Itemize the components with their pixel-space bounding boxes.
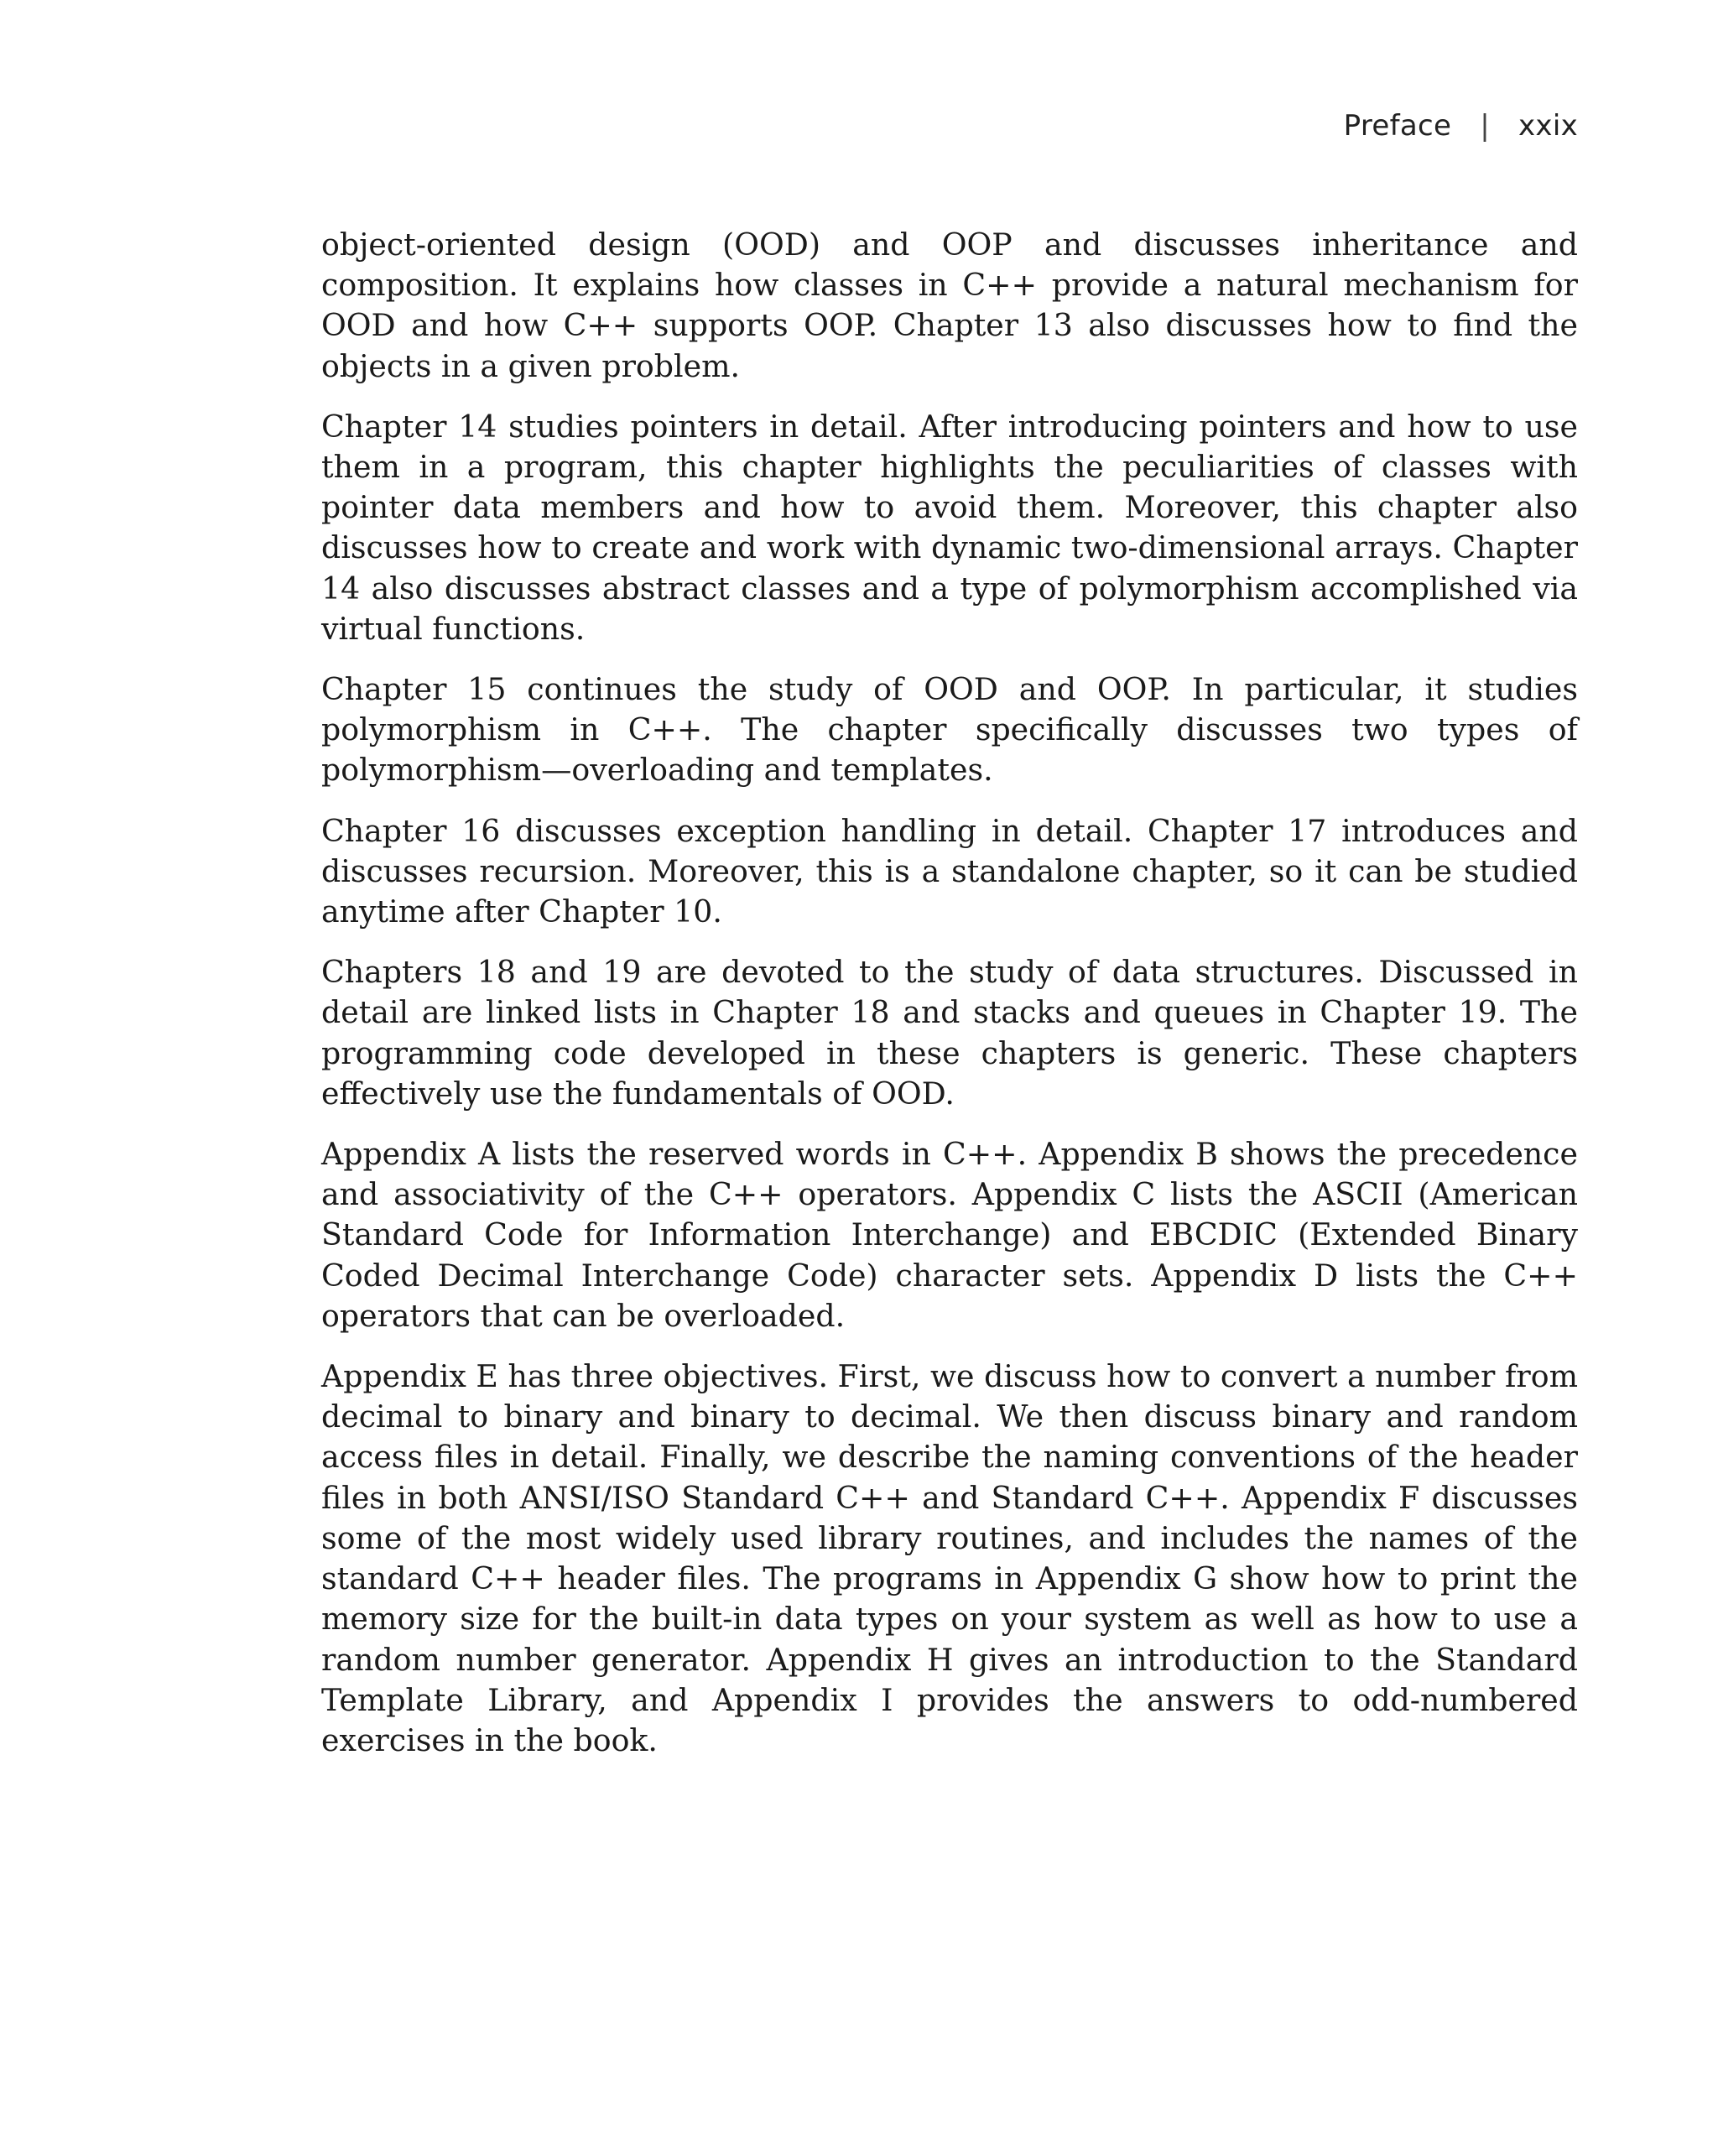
paragraph-chapters-16-17: Chapter 16 discusses exception handling in detail. Chapter 17 introduces and discusses recursion. Moreover, this is a standalone chapter, so it can be studied anytime after Chapter 10. <box>321 812 1578 930</box>
body-text <box>321 225 1578 1781</box>
paragraph-chapter-15: Chapter 15 continues the study of OOD and OOP. In particular, it studies polymorphism in C++. The chapter specifically discusses two types of polymorphism—overloading and templates. <box>321 671 1578 789</box>
running-header <box>1344 109 1578 143</box>
section-title: Preface <box>1343 109 1452 143</box>
paragraph-chapters-18-19: Chapters 18 and 19 are devoted to the study of data structures. Discussed in detail are linked lists in Chapter 18 and stacks and queues in Chapter 19. The programming code developed in these chapters is generic. These chapters effectively use the fundamentals of OOD. <box>321 954 1578 1112</box>
paragraph-appendices-e-i: Appendix E has three objectives. First, we discuss how to convert a number from decimal to binary and binary to decimal. We then discuss binary and random access files in detail. Finally, we describe the naming conventions of the header files in both ANSI/ISO Standard C++ and Standard C++. Appendix F discusses some of the most widely used library routines, and includes the names of the standard C++ header files. The programs in Appendix G show how to print the memory size for the built-in data types on your system as well as how to use a random number generator. Appendix H gives an introduction to the Standard Template Library, and Appendix I provides the answers to odd-numbered exercises in the book. <box>321 1358 1578 1758</box>
paragraph-appendices-a-d: Appendix A lists the reserved words in C++. Appendix B shows the precedence and associativity of the C++ operators. Appendix C lists the ASCII (American Standard Code for Information Interchange) and EBCDIC (Extended Binary Coded Decimal Interchange Code) character sets. Appendix D lists the C++ operators that can be overloaded. <box>321 1136 1578 1334</box>
page-number: xxix <box>1518 109 1578 143</box>
header-separator: | <box>1480 109 1490 143</box>
paragraph-ood-oop: object-oriented design (OOD) and OOP and discusses inheritance and composition. It explains how classes in C++ provide a natural mechanism for OOD and how C++ supports OOP. Chapter 13 also discusses how to find the objects in a given problem. <box>321 227 1578 384</box>
paragraph-chapter-14: Chapter 14 studies pointers in detail. After introducing pointers and how to use them in a program, this chapter highlights the peculiarities of classes with pointer data members and how to avoid them. Moreover, this chapter also discusses how to create and work with dynamic two-dimensional arrays. Chapter 14 also discusses abstract classes and a type of polymorphism accomplished via virtual functions. <box>321 408 1578 647</box>
